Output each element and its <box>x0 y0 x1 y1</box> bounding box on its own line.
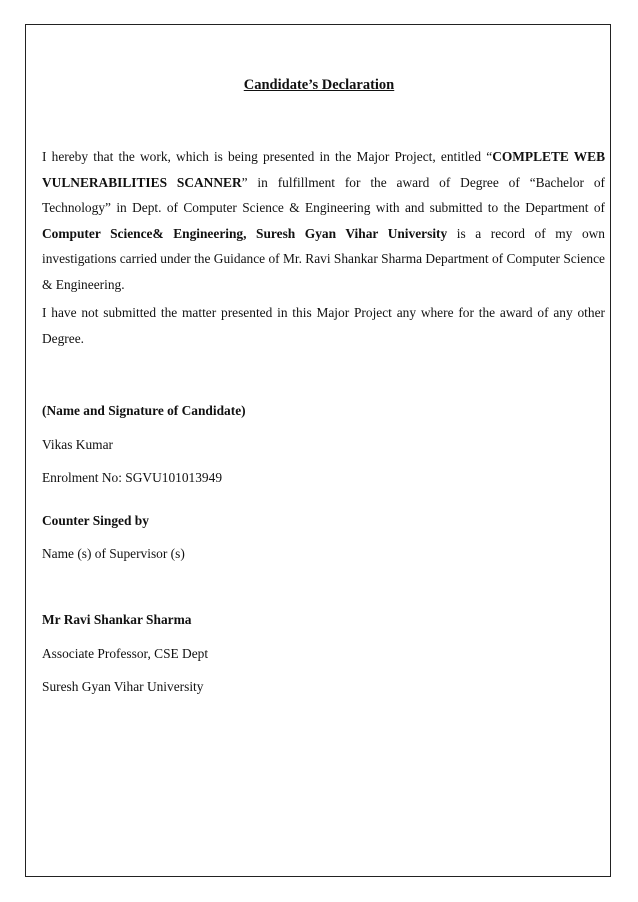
supervisor-label: Name (s) of Supervisor (s) <box>42 546 185 561</box>
declaration-paragraph <box>42 144 605 297</box>
supervisor-designation: Associate Professor, CSE Dept <box>42 646 209 661</box>
page-title: Candidate’s Declaration <box>243 77 395 93</box>
supervisor-institution: Suresh Gyan Vihar University <box>42 679 204 694</box>
supervisor-name: Mr Ravi Shankar Sharma <box>42 612 192 627</box>
declaration-text-2: ” in fulfillment for the award of Degree of “Bachelor of Technology” in Dept. of Computer Science & Engineering with and submitted to the Department of <box>42 174 605 215</box>
candidate-heading: (Name and Signature of Candidate) <box>42 403 246 418</box>
declaration-text-3: is a record of my own investigations carried under the Guidance of Mr. Ravi Shankar Sharma Department of Computer Science & Engineering. <box>42 225 605 292</box>
statement-paragraph: I have not submitted the matter presented in this Major Project any where for the award of any other Degree. <box>42 305 605 346</box>
declaration-text-1: I hereby that the work, which is being presented in the Major Project, entitled “ <box>42 149 493 164</box>
candidate-name: Vikas Kumar <box>42 437 113 452</box>
department-name: Computer Science& Engineering, Suresh Gyan Vihar University <box>42 225 448 241</box>
project-title: COMPLETE WEB VULNERABILITIES SCANNER <box>42 149 605 190</box>
enrolment-number: Enrolment No: SGVU101013949 <box>42 470 223 485</box>
counter-signed-heading: Counter Singed by <box>42 513 149 528</box>
